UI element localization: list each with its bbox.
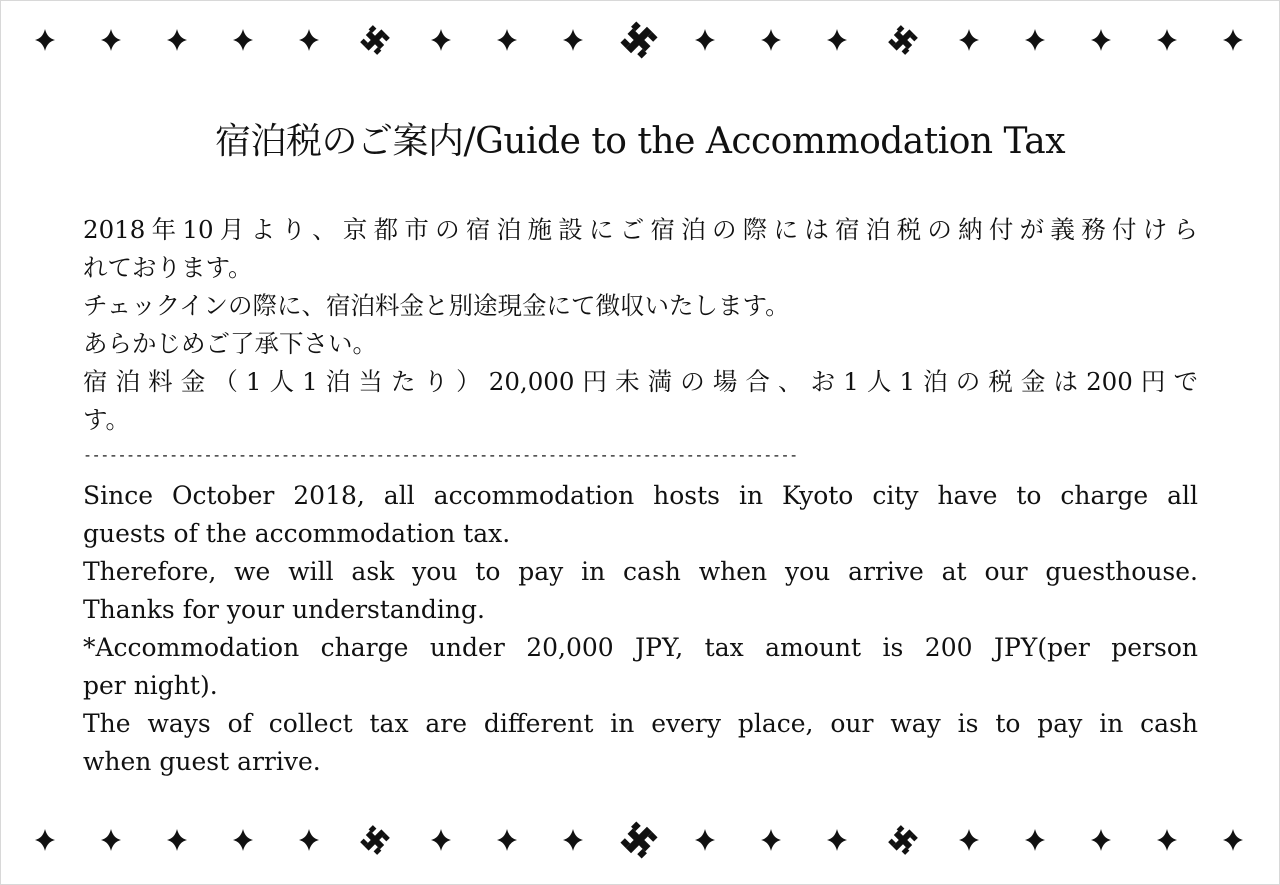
star-cross-ornament-icon	[949, 15, 989, 65]
star-cross-ornament-icon	[157, 15, 197, 65]
star-cross-ornament-icon	[25, 815, 65, 865]
star-cross-ornament-icon	[553, 815, 593, 865]
japanese-line: す。	[83, 405, 131, 434]
star-cross-ornament-icon	[1081, 15, 1121, 65]
english-line: Since October 2018, all accommodation hosts in Kyoto city have to charge all	[83, 481, 1198, 510]
star-cross-ornament-icon	[751, 15, 791, 65]
star-cross-ornament-icon	[1147, 15, 1187, 65]
japanese-line: れております。	[83, 253, 253, 282]
english-line: per night).	[83, 671, 218, 700]
star-cross-ornament-icon	[421, 15, 461, 65]
page-title: 宿泊税のご案内/Guide to the Accommodation Tax	[214, 121, 1066, 162]
english-line: Therefore, we will ask you to pay in cash when you arrive at our guesthouse.	[83, 557, 1198, 586]
star-cross-ornament-icon	[91, 15, 131, 65]
swastika-cross-ornament-icon	[619, 815, 659, 865]
japanese-line: 2018年10月より、京都市の宿泊施設にご宿泊の際には宿泊税の納付が義務付けら	[83, 215, 1198, 244]
star-cross-ornament-icon	[553, 15, 593, 65]
top-ornament-border	[0, 15, 1280, 65]
star-cross-ornament-icon	[685, 15, 725, 65]
english-line: guests of the accommodation tax.	[83, 519, 511, 548]
star-cross-ornament-icon	[1213, 815, 1253, 865]
star-cross-ornament-icon	[223, 815, 263, 865]
star-cross-ornament-icon	[817, 815, 857, 865]
star-cross-ornament-icon	[157, 815, 197, 865]
star-cross-ornament-icon	[817, 15, 857, 65]
japanese-line: 宿泊料金（1人1泊当たり）20,000円未満の場合、お1人1泊の税金は200円で	[83, 367, 1198, 396]
star-cross-ornament-icon	[25, 15, 65, 65]
star-cross-ornament-icon	[949, 815, 989, 865]
swastika-cross-ornament-icon	[355, 815, 395, 865]
japanese-notice	[83, 211, 1198, 439]
star-cross-ornament-icon	[751, 815, 791, 865]
english-line: Thanks for your understanding.	[83, 595, 485, 624]
star-cross-ornament-icon	[289, 815, 329, 865]
star-cross-ornament-icon	[1147, 815, 1187, 865]
bottom-ornament-border	[0, 815, 1280, 865]
star-cross-ornament-icon	[223, 15, 263, 65]
star-cross-ornament-icon	[1015, 815, 1055, 865]
star-cross-ornament-icon	[487, 15, 527, 65]
japanese-line: あらかじめご了承下さい。	[83, 329, 377, 358]
star-cross-ornament-icon	[487, 815, 527, 865]
star-cross-ornament-icon	[421, 815, 461, 865]
japanese-line: チェックインの際に、宿泊料金と別途現金にて徴収いたします。	[83, 291, 790, 320]
english-line: when guest arrive.	[83, 747, 321, 776]
swastika-cross-ornament-icon	[619, 15, 659, 65]
swastika-cross-ornament-icon	[355, 15, 395, 65]
star-cross-ornament-icon	[289, 15, 329, 65]
star-cross-ornament-icon	[1015, 15, 1055, 65]
star-cross-ornament-icon	[685, 815, 725, 865]
swastika-cross-ornament-icon	[883, 15, 923, 65]
english-line: The ways of collect tax are different in every place, our way is to pay in cash	[83, 709, 1198, 738]
section-divider: -----------------------------------------------------------------------------------	[83, 446, 798, 464]
star-cross-ornament-icon	[91, 815, 131, 865]
english-line: *Accommodation charge under 20,000 JPY, tax amount is 200 JPY(per person	[83, 633, 1198, 662]
star-cross-ornament-icon	[1081, 815, 1121, 865]
swastika-cross-ornament-icon	[883, 815, 923, 865]
star-cross-ornament-icon	[1213, 15, 1253, 65]
english-notice	[83, 477, 1198, 781]
